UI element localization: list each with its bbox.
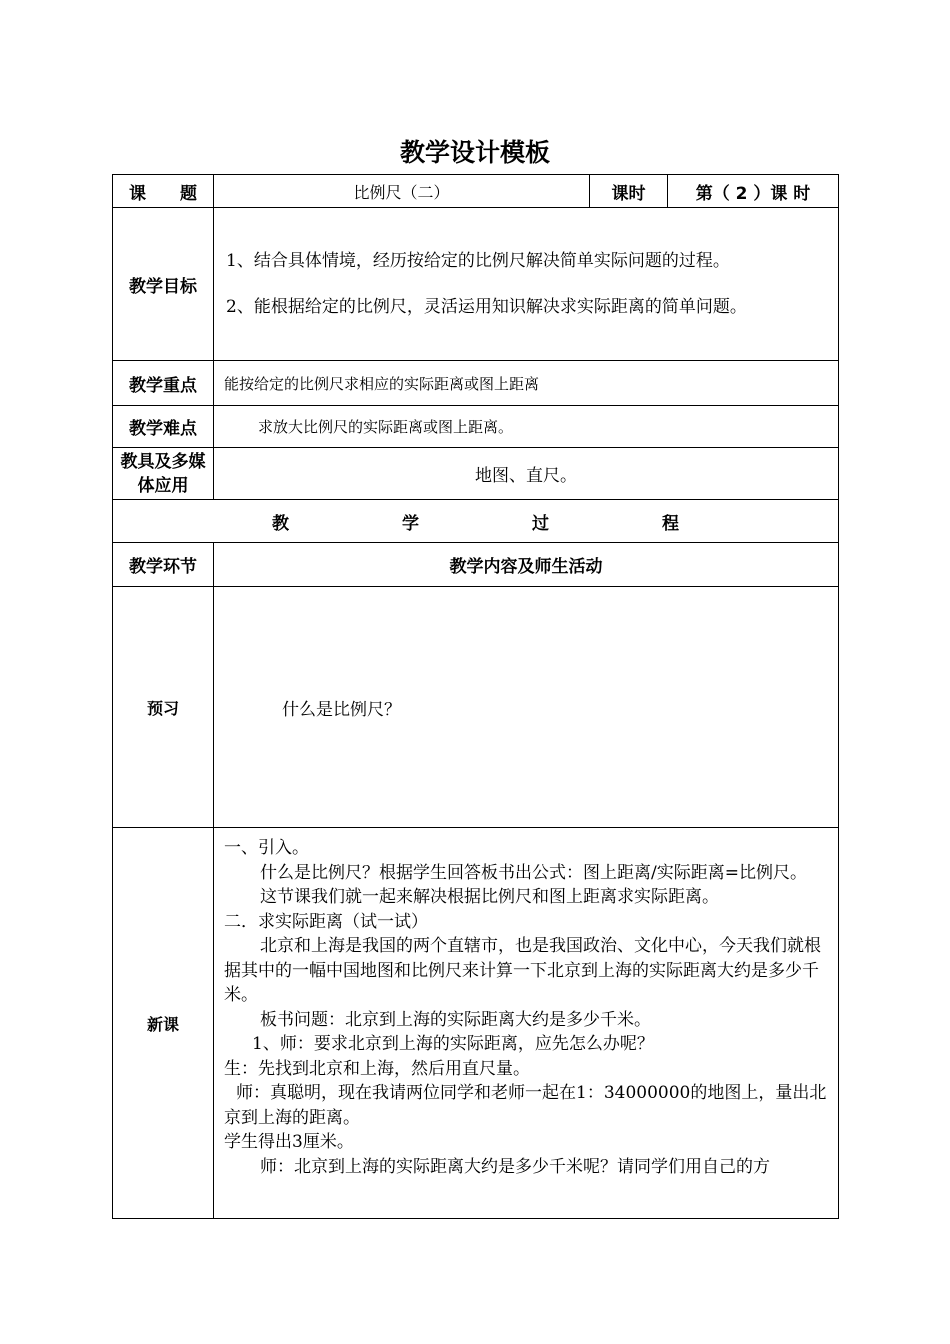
process-char: 学 (402, 513, 419, 534)
lesson-plan-table (112, 174, 839, 1219)
preview-label: 预习 (113, 587, 214, 828)
goals-label: 教学目标 (113, 208, 214, 361)
tools-value: 地图、直尺。 (214, 448, 839, 500)
content-column-header: 教学内容及师生活动 (214, 543, 839, 587)
lesson-line: 什么是比例尺？根据学生回答板书出公式：图上距离/实际距离=比例尺。 (260, 862, 807, 883)
process-row (113, 500, 839, 543)
lesson-line: 师：真聪明，现在我请两位同学和老师一起在1：34000000的地图上，量出北京到上海的距离。 (224, 1083, 827, 1128)
period-label: 课时 (590, 175, 668, 208)
process-heading (113, 500, 839, 543)
topic-value: 比例尺（二） (214, 175, 590, 208)
goals-row (113, 208, 839, 361)
lesson-line: 师：北京到上海的实际距离大约是多少千米呢？请同学们用自己的方 (260, 1156, 770, 1177)
lesson-line: 一、引入。 (224, 838, 309, 858)
new-lesson-label: 新课 (113, 828, 214, 1219)
key-point-value: 能按给定的比例尺求相应的实际距离或图上距离 (214, 361, 839, 406)
preview-row (113, 587, 839, 828)
lesson-line: 这节课我们就一起来解决根据比例尺和图上距离求实际距离。 (260, 887, 719, 907)
difficult-point-value: 求放大比例尺的实际距离或图上距离。 (214, 406, 839, 448)
document-title: 教学设计模板 (399, 138, 550, 167)
goal-item: 2、能根据给定的比例尺，灵活运用知识解决求实际距离的简单问题。 (226, 297, 747, 317)
topic-row (113, 175, 839, 208)
process-char: 过 (532, 513, 549, 534)
period-value: 第（ 2 ）课 时 (668, 175, 839, 208)
lesson-line: 学生得出3厘米。 (224, 1132, 354, 1152)
key-point-row (113, 361, 839, 406)
stage-column-header: 教学环节 (113, 543, 214, 587)
preview-content: 什么是比例尺？ (214, 587, 839, 828)
goal-item: 1、结合具体情境，经历按给定的比例尺解决简单实际问题的过程。 (226, 251, 730, 271)
process-char: 教 (272, 513, 289, 534)
new-lesson-content (214, 828, 839, 1219)
lesson-line: 北京和上海是我国的两个直辖市，也是我国政治、文化中心，今天我们就根据其中的一幅中国地图和比例尺来计算一下北京到上海的实际距离大约是多少千米。 (224, 936, 821, 1005)
new-lesson-row (113, 828, 839, 1219)
difficult-point-label: 教学难点 (113, 406, 214, 448)
lesson-line: 生：先找到北京和上海，然后用直尺量。 (224, 1058, 530, 1079)
columns-row (113, 543, 839, 587)
topic-label: 课 题 (113, 175, 214, 208)
difficult-point-row (113, 406, 839, 448)
process-char: 程 (662, 513, 679, 534)
lesson-line: 板书问题：北京到上海的实际距离大约是多少千米。 (260, 1009, 651, 1030)
lesson-line: 1、师：要求北京到上海的实际距离，应先怎么办呢？ (252, 1034, 654, 1054)
key-point-label: 教学重点 (113, 361, 214, 406)
lesson-line: 二．求实际距离（试一试） (224, 911, 428, 932)
goals-content (214, 208, 839, 361)
tools-label: 教具及多媒体应用 (113, 448, 214, 500)
tools-row (113, 448, 839, 500)
